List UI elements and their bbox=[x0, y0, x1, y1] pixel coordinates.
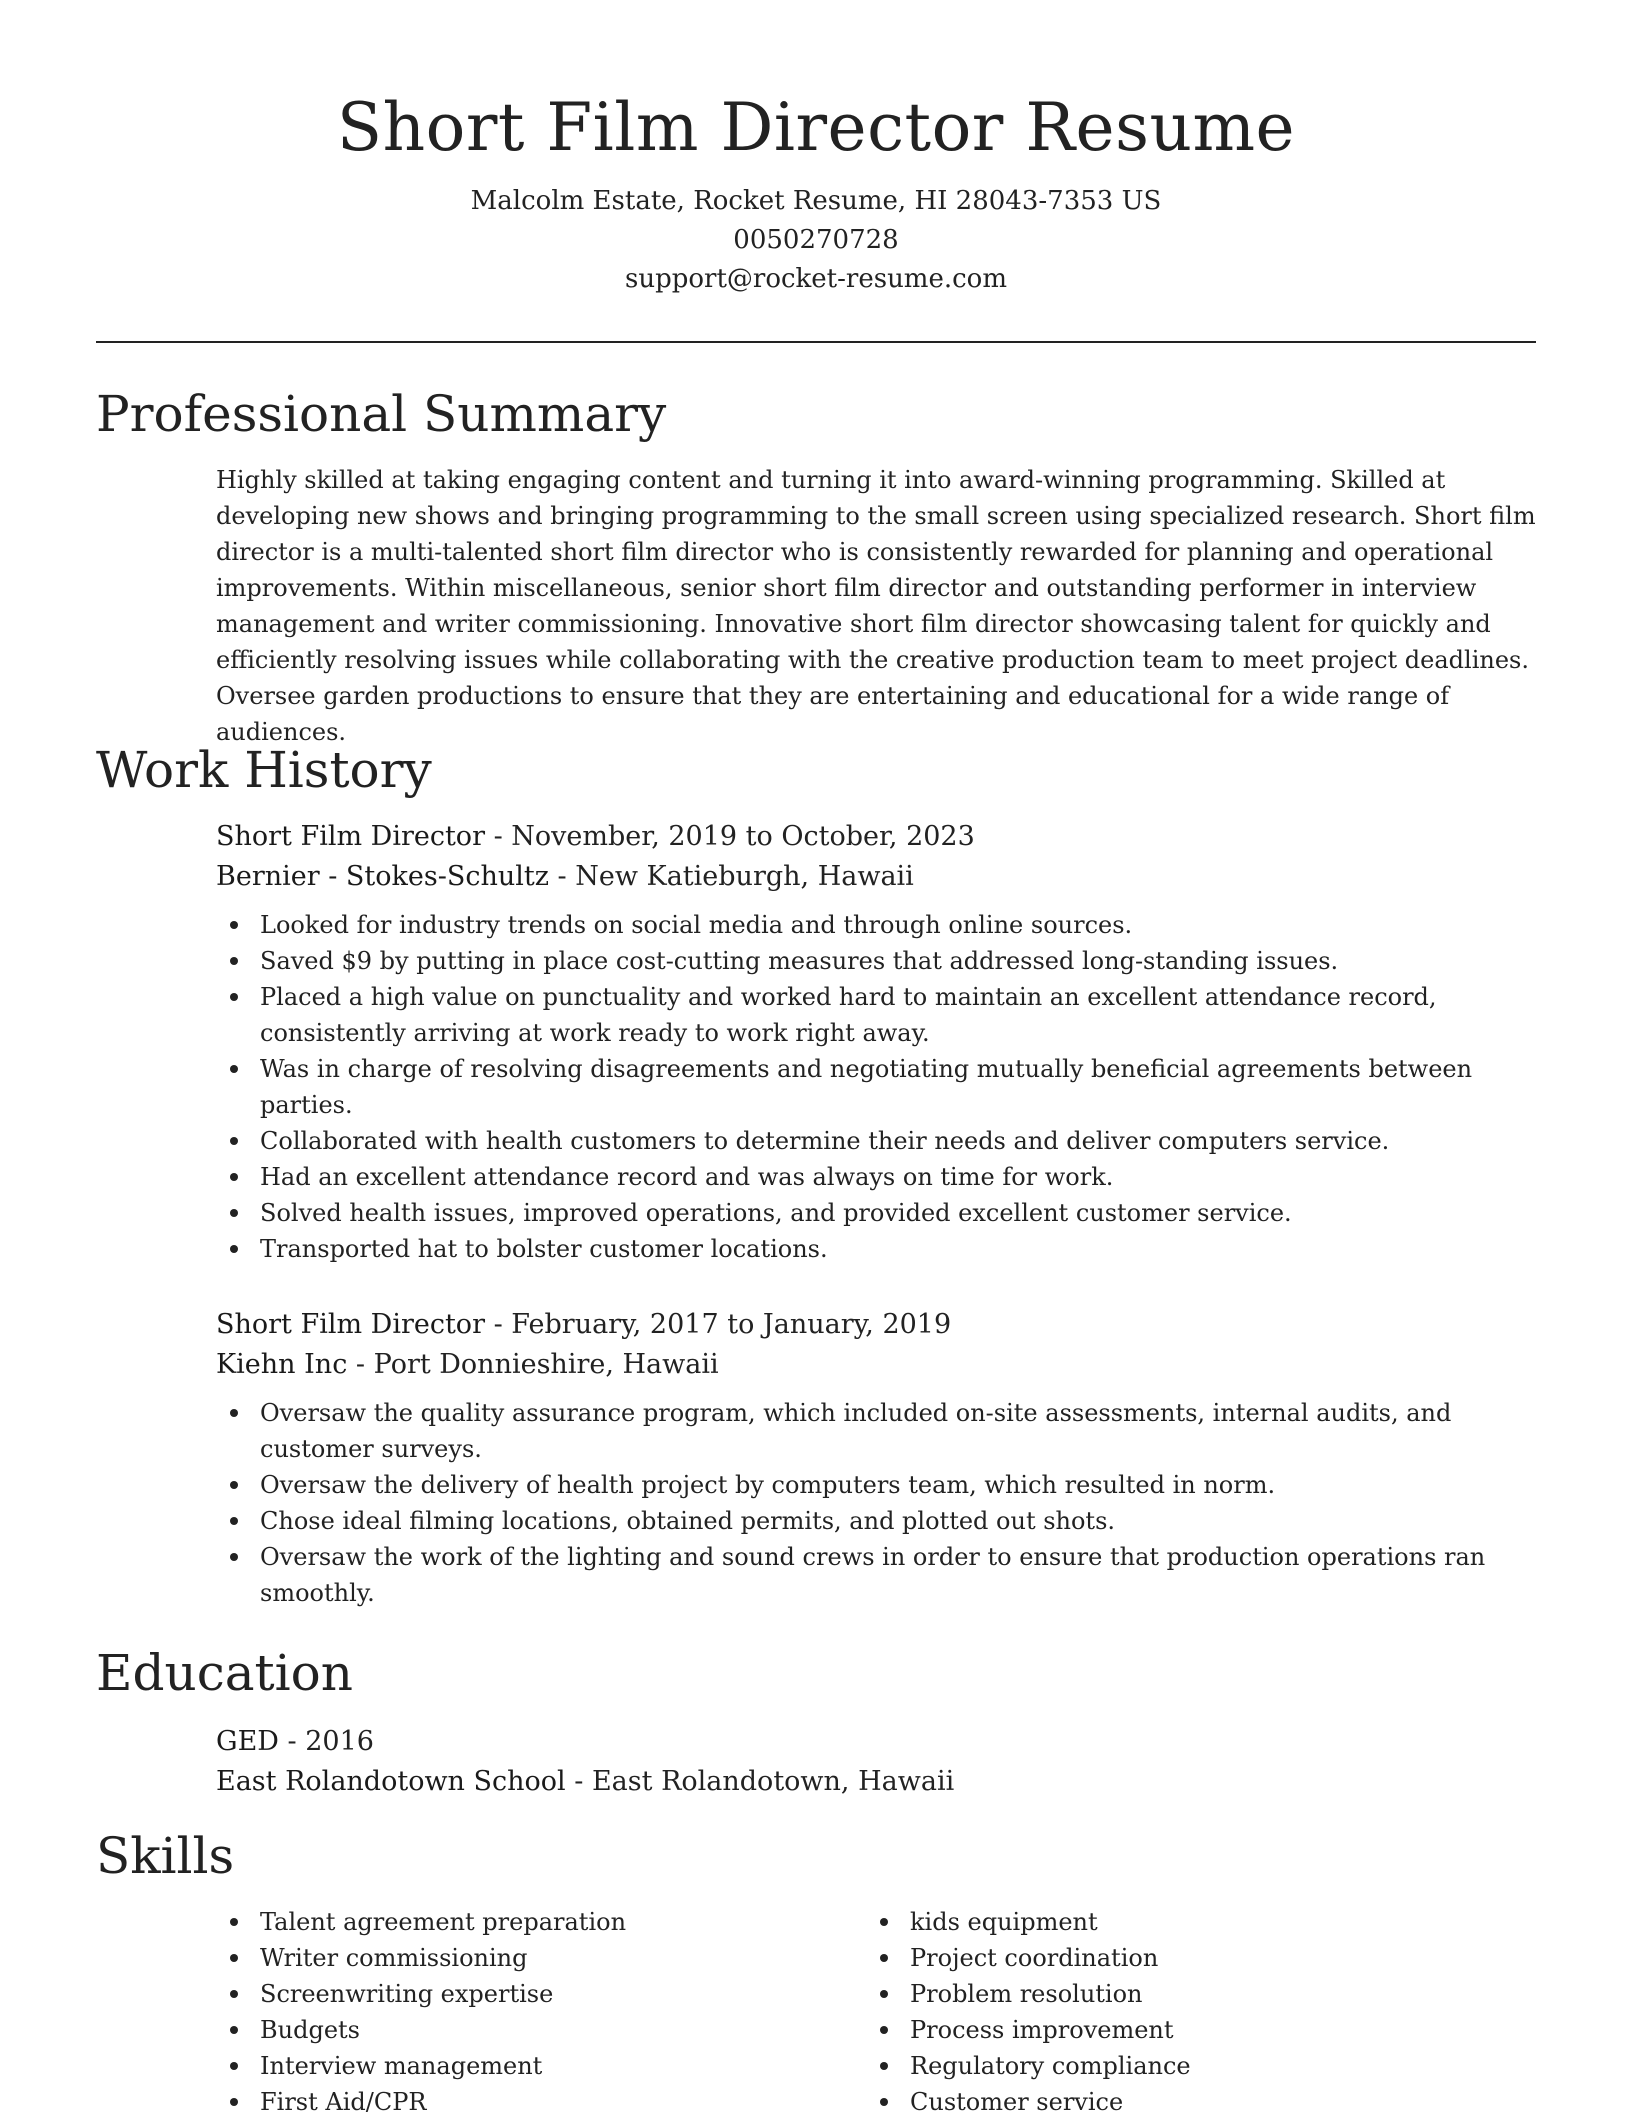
education-location: - East Rolandotown, Hawaii bbox=[565, 1766, 955, 1797]
job-title: Short Film Director bbox=[216, 821, 485, 852]
list-item: Was in charge of resolving disagreements and negotiating mutually beneficial agreements between parties. bbox=[216, 1051, 1536, 1123]
list-item: Transported hat to bolster customer locations. bbox=[216, 1231, 1536, 1267]
list-item: Oversaw the work of the lighting and sound crews in order to ensure that production operations ran smoothly. bbox=[216, 1539, 1536, 1611]
job-title-line bbox=[216, 817, 1536, 857]
job-bullets bbox=[216, 907, 1536, 1267]
resume-header bbox=[96, 80, 1536, 299]
list-item: Looked for industry trends on social media and through online sources. bbox=[216, 907, 1536, 943]
section-heading-summary: Professional Summary bbox=[96, 385, 667, 443]
list-item: Chose ideal filming locations, obtained permits, and plotted out shots. bbox=[216, 1503, 1536, 1539]
section-heading-skills: Skills bbox=[96, 1827, 235, 1885]
skills-grid bbox=[216, 1904, 1536, 2120]
education-school: East Rolandotown School bbox=[216, 1766, 566, 1797]
list-item: Collaborated with health customers to determine their needs and deliver computers service. bbox=[216, 1123, 1536, 1159]
list-item: Placed a high value on punctuality and worked hard to maintain an excellent attendance record, consistently arriving at work ready to work right away. bbox=[216, 979, 1536, 1051]
list-item: Project coordination bbox=[866, 1940, 1516, 1976]
list-item: Budgets bbox=[216, 2012, 866, 2048]
list-item: Interview management bbox=[216, 2048, 866, 2084]
page-title: Short Film Director Resume bbox=[336, 89, 1296, 166]
summary-block bbox=[216, 462, 1536, 750]
contact-phone: 0050270728 bbox=[733, 225, 899, 255]
list-item: kids equipment bbox=[866, 1904, 1516, 1940]
section-heading-education: Education bbox=[96, 1644, 353, 1702]
job-company-line bbox=[216, 857, 1536, 897]
list-item: Writer commissioning bbox=[216, 1940, 866, 1976]
job-bullets bbox=[216, 1395, 1536, 1611]
contact-address: Malcolm Estate, Rocket Resume, HI 28043-7353 US bbox=[470, 186, 1162, 216]
skills-column-left bbox=[216, 1904, 866, 2120]
skills-list-left bbox=[216, 1904, 866, 2120]
job-company: Bernier - Stokes-Schultz bbox=[216, 861, 549, 892]
skills-list-right bbox=[866, 1904, 1516, 2120]
education-entry bbox=[216, 1722, 1536, 1802]
education-degree: GED bbox=[216, 1726, 279, 1757]
job-company: Kiehn Inc bbox=[216, 1349, 348, 1380]
contact-email: support@rocket-resume.com bbox=[624, 264, 1007, 294]
job-location: - Port Donnieshire, Hawaii bbox=[347, 1349, 719, 1380]
job-entry bbox=[216, 817, 1536, 1267]
education-year: - 2016 bbox=[278, 1726, 374, 1757]
job-location: - New Katieburgh, Hawaii bbox=[548, 861, 914, 892]
list-item: Saved $9 by putting in place cost-cutting measures that addressed long-standing issues. bbox=[216, 943, 1536, 979]
skills-column-right bbox=[866, 1904, 1516, 2120]
education-degree-line bbox=[216, 1722, 1536, 1762]
list-item: First Aid/CPR bbox=[216, 2084, 866, 2120]
job-dates: - February, 2017 to January, 2019 bbox=[484, 1309, 952, 1340]
list-item: Customer service bbox=[866, 2084, 1516, 2120]
list-item: Talent agreement preparation bbox=[216, 1904, 866, 1940]
list-item: Oversaw the delivery of health project by computers team, which resulted in norm. bbox=[216, 1467, 1536, 1503]
list-item: Screenwriting expertise bbox=[216, 1976, 866, 2012]
job-title-line bbox=[216, 1305, 1536, 1345]
summary-text: Highly skilled at taking engaging content and turning it into award-winning programming. Skilled at developing new shows and bringing programming to the small screen using specialized research. Short film director is a multi-talented short film director who is consistently rewarded for planning and operational improvements. Within miscellaneous, senior short film director and outstanding performer in interview management and writer commissioning. Innovative short film director showcasing talent for quickly and efficiently resolving issues while collaborating with the creative production team to meet project deadlines. Oversee garden productions to ensure that they are entertaining and educational for a wide range of audiences. bbox=[216, 466, 1536, 746]
list-item: Oversaw the quality assurance program, which included on-site assessments, internal audits, and customer surveys. bbox=[216, 1395, 1536, 1467]
list-item: Solved health issues, improved operations, and provided excellent customer service. bbox=[216, 1195, 1536, 1231]
header-divider bbox=[96, 341, 1536, 343]
job-company-line bbox=[216, 1345, 1536, 1385]
job-dates: - November, 2019 to October, 2023 bbox=[484, 821, 975, 852]
section-heading-work: Work History bbox=[96, 741, 432, 799]
list-item: Had an excellent attendance record and was always on time for work. bbox=[216, 1159, 1536, 1195]
list-item: Process improvement bbox=[866, 2012, 1516, 2048]
list-item: Problem resolution bbox=[866, 1976, 1516, 2012]
list-item: Regulatory compliance bbox=[866, 2048, 1516, 2084]
job-entry bbox=[216, 1305, 1536, 1611]
education-school-line bbox=[216, 1762, 1536, 1802]
job-title: Short Film Director bbox=[216, 1309, 485, 1340]
skills-block bbox=[216, 1904, 1536, 2120]
